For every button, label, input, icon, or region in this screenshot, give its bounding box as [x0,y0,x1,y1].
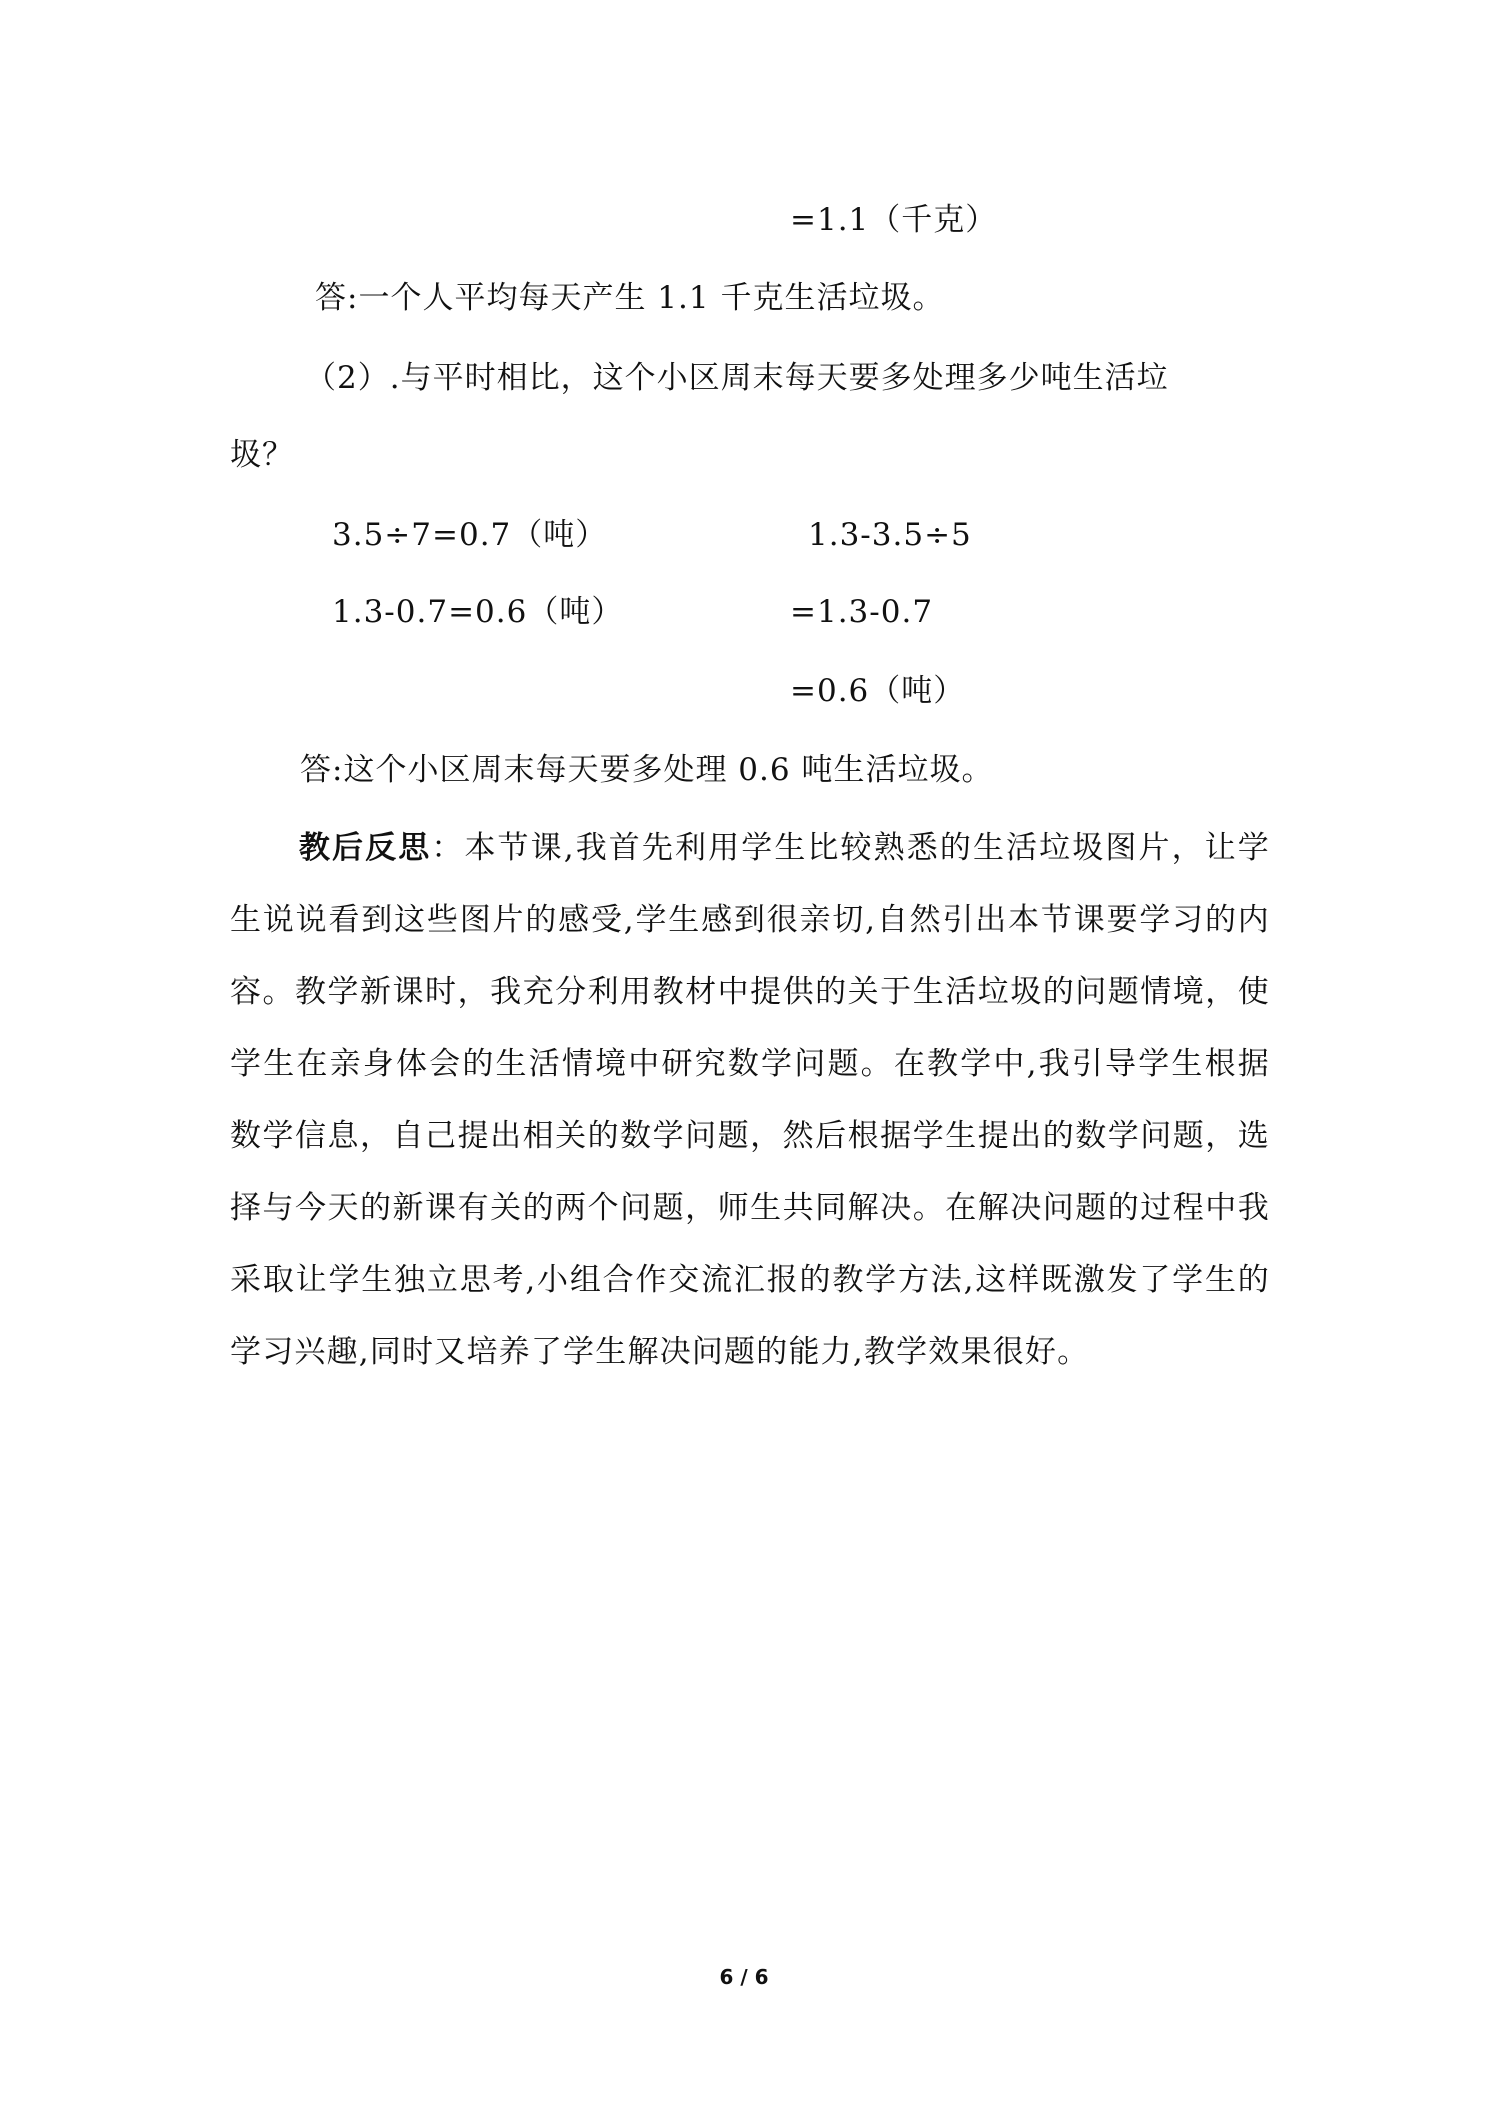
question-2-line-1: （2）.与平时相比，这个小区周末每天要多处理多少吨生活垃 [305,360,1169,396]
calc-right-2: =1.3-0.7 [790,594,934,630]
result-kg-line: =1.1（千克） [790,202,998,238]
calc-left-2: 1.3-0.7=0.6（吨） [332,594,624,630]
calc-right-1: 1.3-3.5÷5 [808,517,972,553]
reflection-label: 教后反思 [298,830,432,866]
page-number: 6 / 6 [719,1965,769,1989]
calc-left-1: 3.5÷7=0.7（吨） [332,517,608,553]
reflection-paragraph [230,812,1270,1388]
answer-1: 答:一个人平均每天产生 1.1 千克生活垃圾。 [315,280,945,316]
answer-2: 答:这个小区周末每天要多处理 0.6 吨生活垃圾。 [300,752,994,788]
reflection-text: 本节课,我首先利用学生比较熟悉的生活垃圾图片，让学生说说看到这些图片的感受,学生感到很亲切,自然引出本节课要学习的内容。教学新课时，我充分利用教材中提供的关于生活垃圾的问题情境，使学生在亲身体会的生活情境中研究数学问题。在教学中,我引导学生根据数学信息，自己提出相关的数学问题，然后根据学生提出的数学问题，选择与今天的新课有关的两个问题，师生共同解决。在解决问题的过程中我采取让学生独立思考,小组合作交流汇报的教学方法,这样既激发了学生的学习兴趣,同时又培养了学生解决问题的能力,教学效果很好。 [230,830,1270,1370]
calc-right-3: =0.6（吨） [790,673,966,709]
reflection-separator: ： [431,830,465,866]
question-2-line-2: 圾？ [230,437,294,473]
